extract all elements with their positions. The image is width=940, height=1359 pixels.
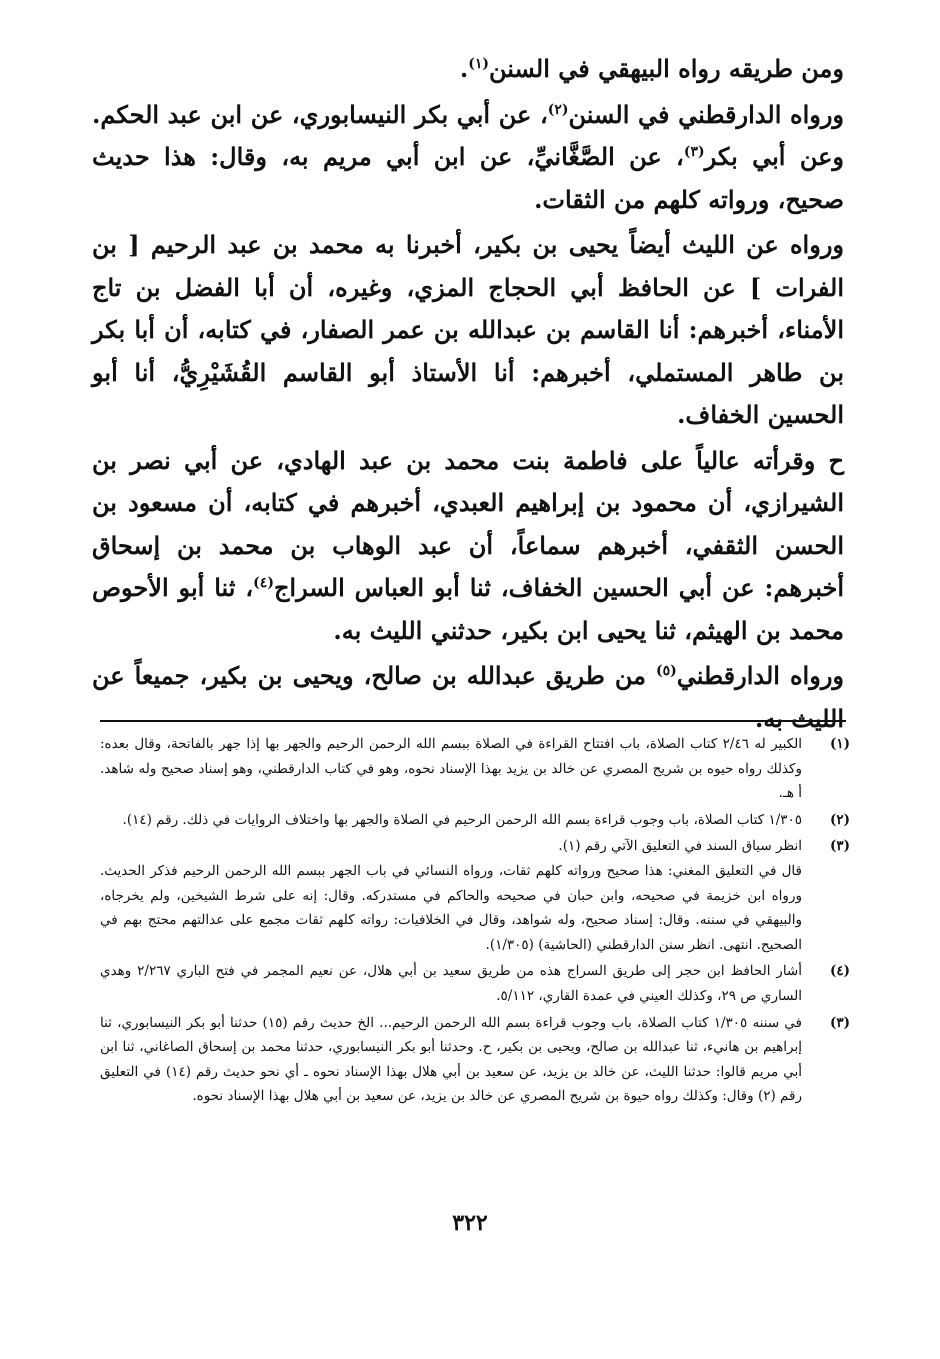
footnote-number: (٤) (829, 963, 850, 980)
footnote-number: (٢) (829, 811, 850, 828)
footnote-divider (100, 720, 846, 722)
paragraph-2-part-c: ، عن الصَّغَّانيِّ، عن ابن أبي مريم به، وقال: هذا حديث صحيح، ورواته كلهم من الثقات. (92, 142, 844, 214)
footnote-ref-4: (٤) (253, 575, 274, 591)
paragraph-2 (92, 94, 844, 222)
page-number: ٣٢٢ (452, 1210, 488, 1236)
footnote-ref-5: (٥) (655, 663, 677, 679)
footnote-5 (100, 1011, 850, 1109)
paragraph-1 (92, 48, 844, 91)
footnote-number: (١) (829, 736, 850, 752)
footnote-body (100, 959, 802, 1008)
footnote-body (100, 1011, 802, 1109)
footnote-ref-3: (٣) (683, 144, 705, 160)
footnote-body (100, 732, 802, 806)
footnote-number: (٣) (829, 838, 850, 855)
paragraph-1-text: ومن طريقه رواه البيهقي في السنن (489, 54, 844, 83)
paragraph-5-part-a: ورواه الدارقطني (676, 661, 844, 690)
paragraph-4-part-b: ، ثنا أبو الأحوص محمد بن الهيثم، ثنا يحيى ابن بكير، حدثني الليث به. (92, 573, 844, 645)
paragraph-2-part-a: ورواه الدارقطني في السنن (568, 99, 845, 129)
paragraph-4 (92, 440, 844, 653)
main-text (92, 48, 844, 740)
footnote-1 (100, 732, 850, 806)
footnote-ref-2: (٢) (547, 101, 569, 118)
footnote-text: الكبير له ٢/٤٦ كتاب الصلاة، باب افتتاح القراءة في الصلاة ببسم الله الرحمن الرحيم والجهر بها إذا جهر بالفاتحة، وقال بعده: وكذلك رواه حيوه بن شريح المصري عن خالد بن يزيد بهذا الإسناد نحوه، وهو في كتاب الدارقطني، وهو إسناد صحيح وله شاهد. أ هـ. (100, 736, 802, 802)
paragraph-5 (92, 655, 844, 740)
footnote-body (100, 808, 802, 833)
paragraph-4-part-a: ح وقرأته عالياً على فاطمة بنت محمد بن عبد الهادي، عن أبي نصر بن الشيرازي، أن محمود بن إبراهيم العبدي، أخبرهم في كتابه، أن مسعود بن الحسن الثقفي، أخبرهم سماعاً، أن عبد الوهاب بن محمد بن إسحاق أخبرهم: عن أبي الحسين الخفاف، ثنا أبو العباس السراج (92, 445, 844, 602)
footnotes-section (100, 732, 850, 1111)
footnote-text: قال في التعليق المغني: هذا صحيح ورواته كلهم ثقات، ورواه النسائي في باب الجهر ببسم الله الرحمن الرحيم فذكر الحديث. ورواه ابن خزيمة في صحيحه، وابن حبان في صحيحه والحاكم في مستدركه. وقال: إنه على شرط الشيخين، ولم يخرجاه، والبيهقي في سننه. وقال: إسناد صحيح، وله شواهد، وقال في الخلافيات: رواته كلهم ثقات مجمع على عدالتهم محتج بهم في الصحيح. انتهى. انظر سنن الدارقطني (الحاشية) (١/٣٠٥). (100, 862, 802, 953)
footnote-4 (100, 959, 850, 1008)
footnote-2 (100, 808, 850, 833)
paragraph-5-part-b: من طريق عبدالله بن صالح، ويحيى بن بكير، جميعاً عن الليث به. (92, 661, 844, 733)
footnote-text: انظر سياق السند في التعليق الآتي رقم (١). (558, 838, 802, 855)
footnote-text: أشار الحافظ ابن حجر إلى طريق السراج هذه من طريق سعيد بن أبي هلال، عن نعيم المجمر في فتح الباري ٢/٢٦٧ وهدي الساري ص ٢٩، وكذلك العيني في عمدة القاري، ٥/١١٢. (100, 963, 802, 1004)
footnote-text: ١/٣٠٥ كتاب الصلاة، باب وجوب قراءة بسم الله الرحمن الرحيم في الصلاة والجهر بها واختلاف الروايات في ذلك. رقم (١٤). (122, 811, 802, 828)
footnote-3 (100, 834, 850, 957)
paragraph-2-part-b: ، عن أبي بكر النيسابوري، عن ابن عبد الحكم. وعن أبي بكر (92, 99, 844, 171)
footnote-text: في سننه ١/٣٠٥ كتاب الصلاة، باب وجوب قراءة بسم الله الرحمن الرحيم... الخ حديث رقم (١٥) حدثنا أبو بكر النيسابوري، ثنا إبراهيم بن هانيء، ثنا عبدالله بن صالح، ويحيى بن بكير، ح. وحدثنا أبو بكر النيسابوري، حدثنا محمد بن إسحاق الصاغاني، ثنا ابن أبي مريم قالوا: حدثنا الليث، عن خالد بن يزيد، عن سعيد بن أبي هلال بهذا الإسناد نحوه ـ أي نحو حديث رقم (١٤) في التعليق رقم (٢) وقال: وكذلك رواه حيوة بن شريح المصري عن خالد بن يزيد، عن سعيد بن أبي هلال بهذا الإسناد نحوه. (100, 1014, 802, 1105)
footnote-ref-1: (١) (468, 56, 489, 72)
paragraph-1-tail: . (459, 54, 469, 83)
paragraph-3: ورواه عن الليث أيضاً يحيى بن بكير، أخبرنا به محمد بن عبد الرحيم [ بن الفرات ] عن الحافظ أبي الحجاج المزي، وغيره، أن أبا الفضل بن تاج الأمناء، أخبرهم: أنا القاسم بن عبدالله بن عمر الصفار، في كتابه، أن أبا بكر بن طاهر المستملي، أخبرهم: أنا الأستاذ أبو القاسم القُشَيْرِيُّ، أنا أبو الحسين الخفاف. (92, 230, 844, 429)
footnote-body (100, 834, 802, 957)
footnote-number: (٣) (829, 1014, 850, 1031)
